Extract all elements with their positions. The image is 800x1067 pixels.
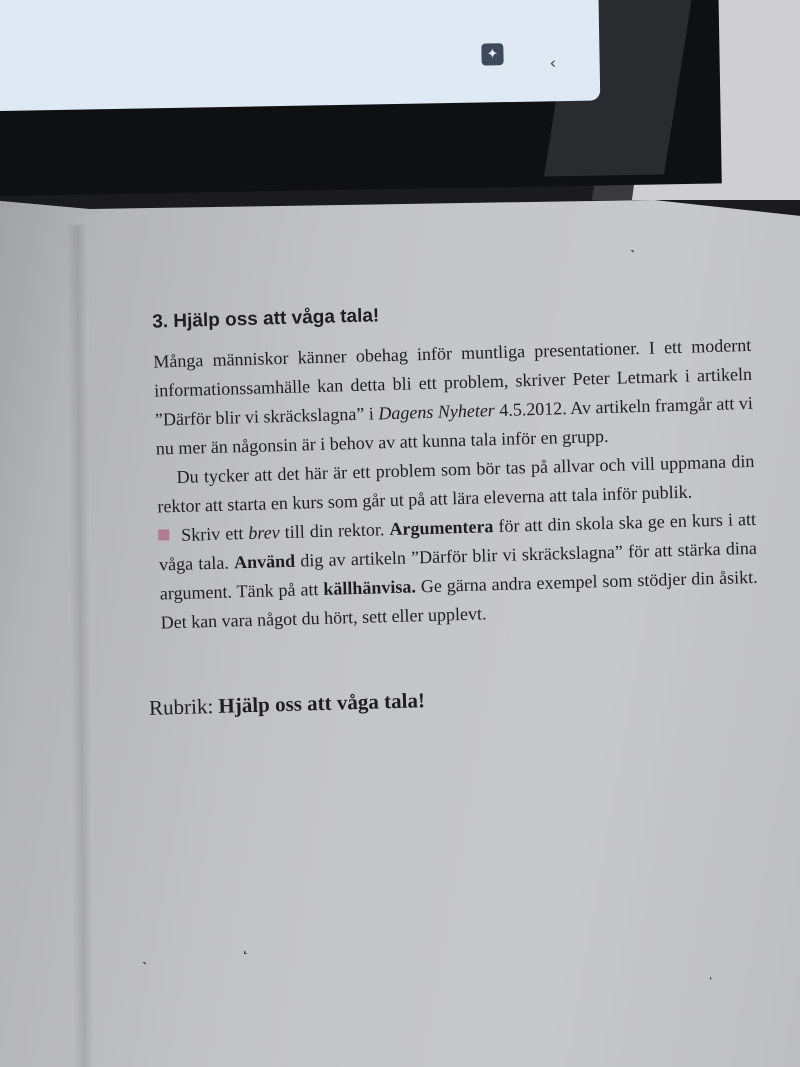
task-text-4: för att din skola ska ge en kurs i att våga tala. [158, 508, 757, 575]
laptop-screen [0, 0, 600, 112]
task-text-kallhanvisa: källhänvisa. [323, 576, 417, 599]
task-text-argumentera: Argumentera [389, 516, 494, 540]
task-text-8: Ge gärna andra exempel som stödjer din åsikt. Det kan vara något du hört, sett eller upplevt. [160, 566, 758, 633]
pencil-mark: ˏ [142, 948, 148, 965]
intro-text-2: 4.5.2012. Av artikeln framgår att vi nu mer än någonsin är i behov av att kunna tala inför en grupp. [155, 392, 754, 459]
task-heading: 3. Hjälp oss att våga tala! [151, 305, 380, 333]
rubrik-label: Rubrik: [148, 693, 219, 720]
task-text-anvand: Använd [233, 550, 296, 573]
paragraph-problem: Du tycker att det här är ett problem som bör tas på allvar och vill uppmana din rektor att starta en kurs som går ut på att lära eleverna att tala inför publik. [157, 450, 755, 517]
chevron-left-icon[interactable]: ‹ [549, 53, 557, 73]
task-text-1: Skriv ett [180, 523, 249, 545]
pencil-mark: ˈ [708, 975, 714, 992]
square-bullet-icon [158, 529, 169, 540]
task-text [138, 295, 761, 721]
rubrik-title: Hjälp oss att våga tala! [218, 688, 426, 718]
task-text-2: till din rektor. [279, 519, 390, 543]
task-text-6: dig av artikeln ”Därför blir vi skräckslagna” för att stärka dina argument. Tänk på att [159, 537, 758, 604]
paragraph-task [158, 505, 759, 638]
laptop [0, 0, 722, 197]
paragraph-intro [153, 331, 754, 464]
intro-text-1: Många människor känner obehag inför muntliga presentationer. I ett modernt informationssamhälle kan detta bli ett problem, skriver Peter Letmark i artikeln ”Därför blir vi skräckslagna” i [153, 334, 753, 430]
bookmark-star-icon[interactable]: ✦ [481, 43, 503, 65]
task-text-brev: brev [248, 522, 280, 544]
pencil-mark: ˛ [243, 938, 249, 955]
pencil-mark: ˎ [630, 236, 636, 253]
newspaper-name: Dagens Nyheter [378, 400, 496, 424]
